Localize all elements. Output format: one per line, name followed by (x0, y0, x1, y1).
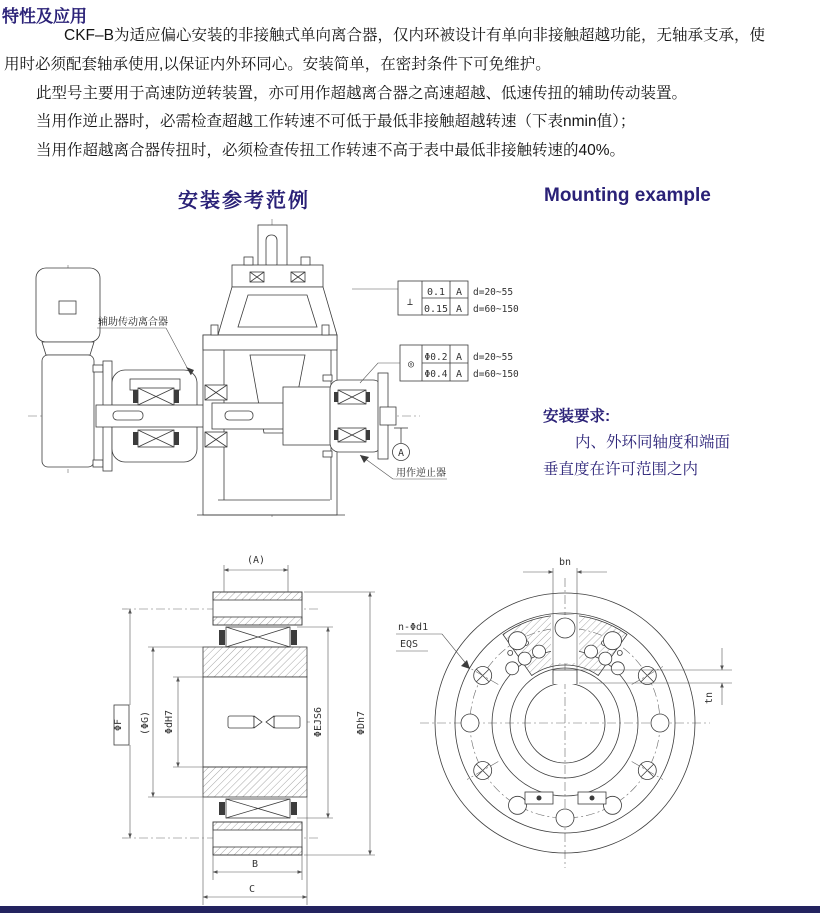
install-requirements-line: 垂直度在许可范围之内 (543, 461, 699, 478)
intro-line: CKF–B为适应偏心安装的非接触式单向离合器，仅内环被设计有单向非接触超越功能，无轴承支承，使 (64, 27, 765, 44)
dim-label-phiF: ΦF (113, 718, 124, 732)
bearing-lower (133, 430, 179, 447)
cross-section-view (113, 555, 375, 905)
backstop-label-text: 用作逆止器 (396, 468, 446, 479)
lube-tabs (525, 792, 606, 804)
bearing-upper (133, 388, 179, 405)
gearbox-bearing-upper (205, 385, 227, 400)
dim-phid (164, 677, 203, 767)
datum-letter: A (397, 448, 405, 459)
lower-bearing (219, 799, 297, 818)
tol-datum: A (455, 304, 463, 315)
tol-range: d=20~55 (473, 287, 514, 298)
install-requirements-title: 安装要求: (543, 408, 611, 425)
dim-label-B: B (251, 859, 259, 870)
upper-bearing (219, 627, 297, 647)
dim-label-phiD: ΦDh7 (356, 710, 367, 736)
gearbox (197, 225, 345, 515)
tolerance-frame-perpendicularity (352, 281, 519, 315)
aux-clutch-assembly (93, 361, 212, 471)
tol-value: Φ0.2 (424, 352, 448, 363)
backstop-clutch-assembly (323, 373, 396, 459)
keyway (553, 670, 577, 684)
aux-clutch-label-text: 辅助传动离合器 (98, 317, 168, 328)
concentricity-icon: ◎ (407, 359, 415, 370)
crossed-hole (467, 762, 498, 780)
dim-label-C: C (248, 884, 256, 895)
tol-value: 0.1 (426, 287, 446, 298)
tol-datum: A (455, 287, 463, 298)
bolt-hole-note (396, 622, 470, 669)
dim-phiF (113, 609, 130, 838)
dim-label-phid: ΦdH7 (164, 709, 175, 735)
top-bearing-left (250, 272, 264, 282)
intro-line: 当用作超越离合器传扭时，必须检查传扭工作转速不高于表中最低非接触转速的40%。 (36, 142, 626, 160)
intro-paragraphs (2, 22, 818, 166)
perpendicularity-icon: ⊥ (406, 297, 414, 308)
tol-datum: A (455, 369, 463, 380)
top-bearing-right (291, 272, 305, 282)
heading-mounting-example-en: Mounting example (544, 185, 711, 206)
tol-datum: A (455, 352, 463, 363)
page-title: 特性及应用 (2, 7, 87, 26)
bearing-lower (334, 428, 370, 442)
crossed-hole (632, 762, 663, 780)
tol-value: Φ0.4 (424, 369, 448, 380)
bolt-note-line2: EQS (400, 639, 419, 650)
install-requirements-line: 内、外环同轴度和端面 (575, 434, 731, 451)
gearbox-bearing-lower (205, 432, 227, 447)
motor (36, 268, 100, 467)
heading-installation-example-zh: 安装参考范例 (178, 190, 310, 212)
intro-line: 当用作逆止器时，必需检查超越工作转速不可低于最低非接触超越转速（下表nmin值）； (36, 113, 636, 131)
footer-bar (0, 906, 820, 913)
dim-label-phiG: (ΦG) (140, 710, 151, 736)
dim-B (213, 855, 302, 880)
dim-label-bn: bn (558, 557, 572, 568)
dim-label-A: (A) (246, 555, 266, 566)
tol-value: 0.15 (423, 304, 449, 315)
dim-label-phiE: ΦEJS6 (313, 706, 324, 738)
intro-line: 用时必须配套轴承使用,以保证内外环同心。安装简单，在密封条件下可免维护。 (4, 55, 551, 73)
front-view (396, 557, 732, 868)
intro-line: 此型号主要用于高速防逆转装置，亦可用作超越离合器之高速超越、低速传扭的辅助传动装置。 (36, 84, 688, 102)
tol-range: d=20~55 (473, 352, 514, 363)
crossed-hole (632, 667, 663, 685)
crossed-hole (467, 667, 498, 685)
bearing-upper (334, 390, 370, 404)
datum-symbol (393, 428, 410, 461)
bolt-note-line1: n-Φd1 (398, 622, 429, 633)
tol-range: d=60~150 (473, 304, 519, 315)
tol-range: d=60~150 (473, 369, 519, 380)
dim-A (224, 555, 288, 592)
dim-label-tn: tn (704, 691, 715, 705)
clutch-dimension-drawing (0, 523, 820, 913)
